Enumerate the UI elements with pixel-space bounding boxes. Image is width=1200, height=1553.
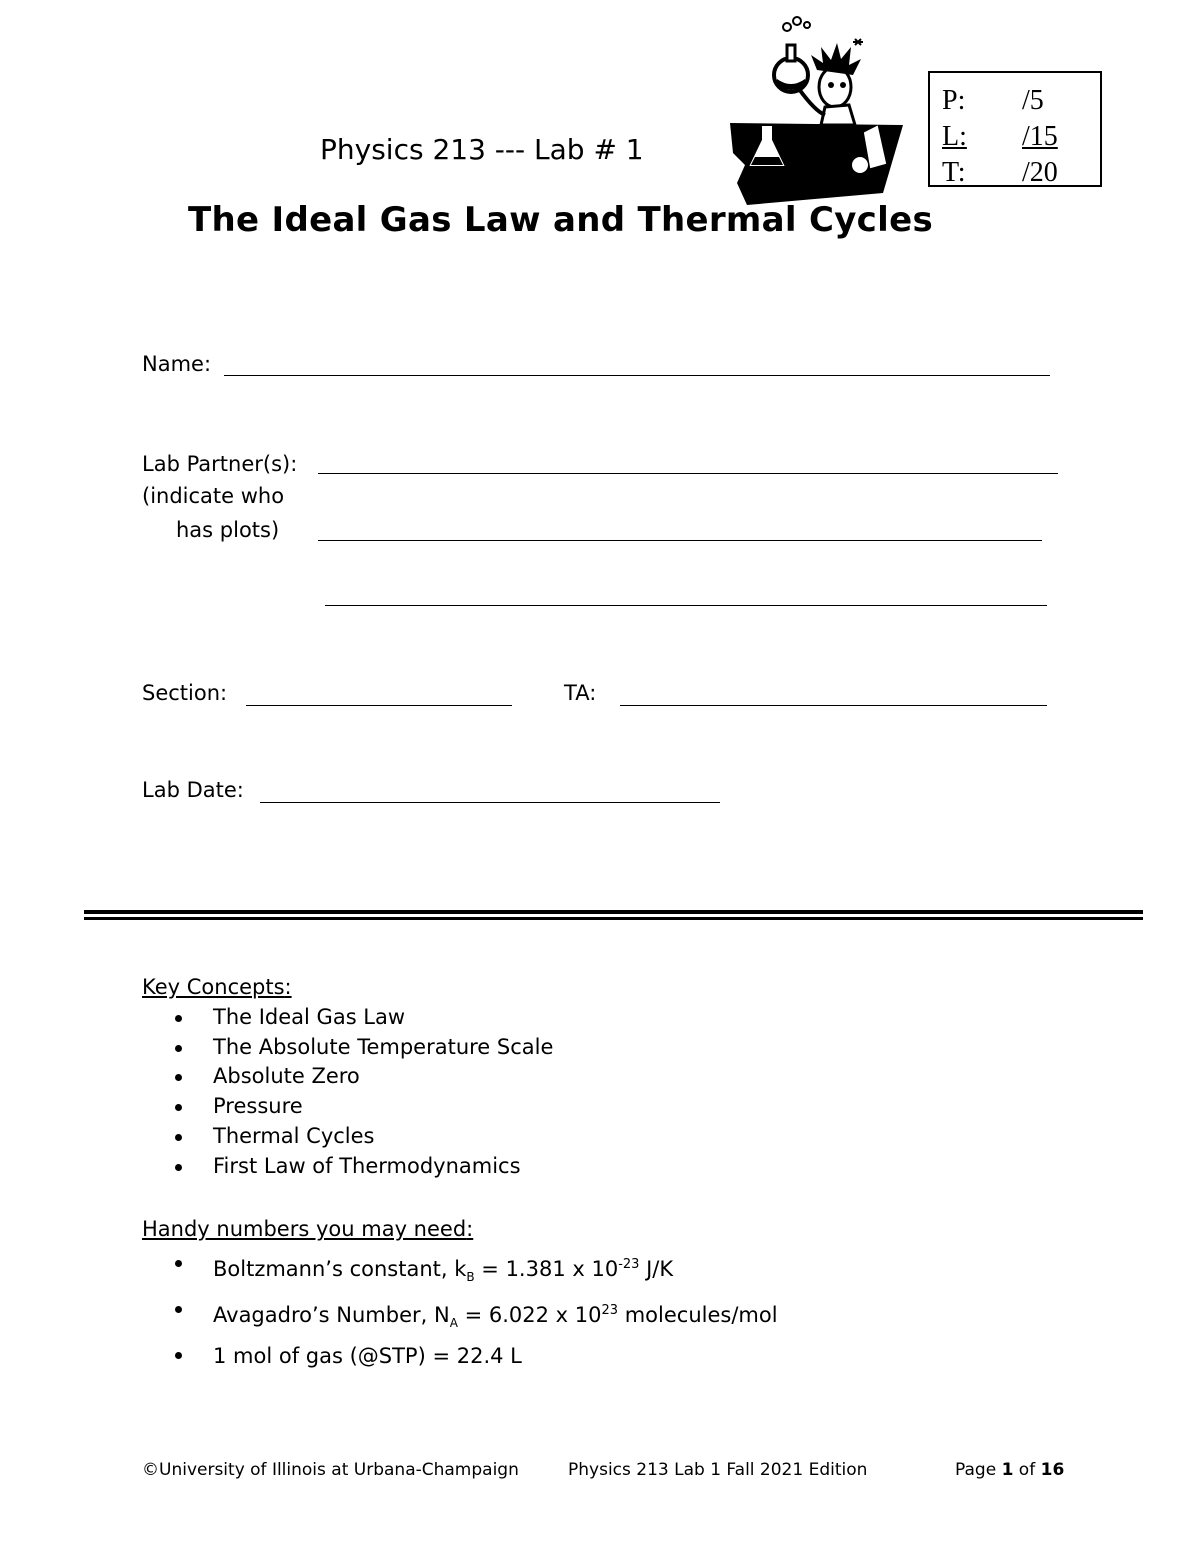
score-total	[942, 155, 1100, 191]
divider-rule	[84, 917, 1143, 920]
name-field[interactable]	[224, 375, 1050, 376]
name-label: Name:	[142, 352, 212, 376]
text: of	[1013, 1460, 1041, 1480]
scientist-hair	[811, 43, 861, 75]
section-field[interactable]	[246, 705, 512, 706]
footer-copyright: ©University of Illinois at Urbana-Champaign	[142, 1460, 519, 1480]
list-item: The Absolute Temperature Scale	[175, 1033, 553, 1063]
ta-label: TA:	[564, 681, 597, 705]
partners-label: Lab Partner(s):	[142, 452, 298, 476]
divider-rule	[84, 910, 1143, 914]
partner-field-1[interactable]	[318, 473, 1058, 474]
score-label: T:	[942, 157, 966, 188]
partners-note-line1: (indicate who	[142, 484, 285, 508]
handy-numbers-heading-text: Handy numbers you may need	[142, 1217, 467, 1241]
text: molecules/mol	[618, 1303, 778, 1328]
heading-colon: :	[466, 1217, 474, 1241]
score-label: L:	[942, 121, 967, 152]
lab-date-field[interactable]	[260, 802, 720, 803]
partner-field-3[interactable]	[325, 605, 1047, 606]
key-concepts-list	[175, 1003, 553, 1181]
list-item: Pressure	[175, 1092, 553, 1122]
page-title: The Ideal Gas Law and Thermal Cycles	[188, 200, 933, 240]
page-total: 16	[1040, 1460, 1065, 1480]
gas-volume: 1 mol of gas (@STP) = 22.4 L	[175, 1340, 778, 1373]
subscript: A	[449, 1316, 458, 1331]
key-concepts-heading-text: Key Concepts	[142, 975, 285, 999]
footer-edition: Physics 213 Lab 1 Fall 2021 Edition	[568, 1460, 868, 1480]
superscript: 23	[601, 1303, 619, 1319]
score-value: /20	[1022, 157, 1058, 188]
text: J/K	[639, 1257, 674, 1281]
text: Page	[955, 1460, 1002, 1480]
handy-numbers-list	[175, 1248, 778, 1373]
list-item: Thermal Cycles	[175, 1122, 553, 1152]
footer-page-number	[955, 1460, 1064, 1480]
key-concepts-heading	[142, 975, 292, 999]
partners-note-line2: has plots)	[176, 518, 280, 542]
lab-number: Physics 213 --- Lab # 1	[320, 133, 644, 166]
handy-numbers-heading	[142, 1217, 473, 1241]
section-label: Section:	[142, 681, 228, 705]
boltzmann-constant	[175, 1248, 778, 1294]
subscript: B	[466, 1270, 475, 1285]
score-box	[928, 71, 1102, 187]
text: Boltzmann’s constant, k	[213, 1257, 467, 1281]
ta-field[interactable]	[620, 705, 1047, 706]
page-current: 1	[1001, 1460, 1014, 1480]
list-item: Absolute Zero	[175, 1062, 553, 1092]
score-label: P:	[942, 85, 966, 116]
list-item: The Ideal Gas Law	[175, 1003, 553, 1033]
heading-colon: :	[284, 975, 292, 999]
score-value: /5	[1022, 85, 1044, 116]
score-lab	[942, 119, 1100, 155]
avogadro-number	[175, 1294, 778, 1340]
list-item: First Law of Thermodynamics	[175, 1152, 553, 1182]
text: = 1.381 x 10	[474, 1257, 619, 1281]
score-value: /15	[1022, 121, 1058, 152]
superscript: -23	[618, 1257, 640, 1272]
partner-field-2[interactable]	[318, 540, 1042, 541]
text: Avagadro’s Number, N	[213, 1303, 450, 1328]
text: = 6.022 x 10	[457, 1303, 602, 1328]
scientist-illustration	[725, 15, 910, 210]
score-prelab	[942, 83, 1100, 119]
lab-date-label: Lab Date:	[142, 778, 244, 802]
